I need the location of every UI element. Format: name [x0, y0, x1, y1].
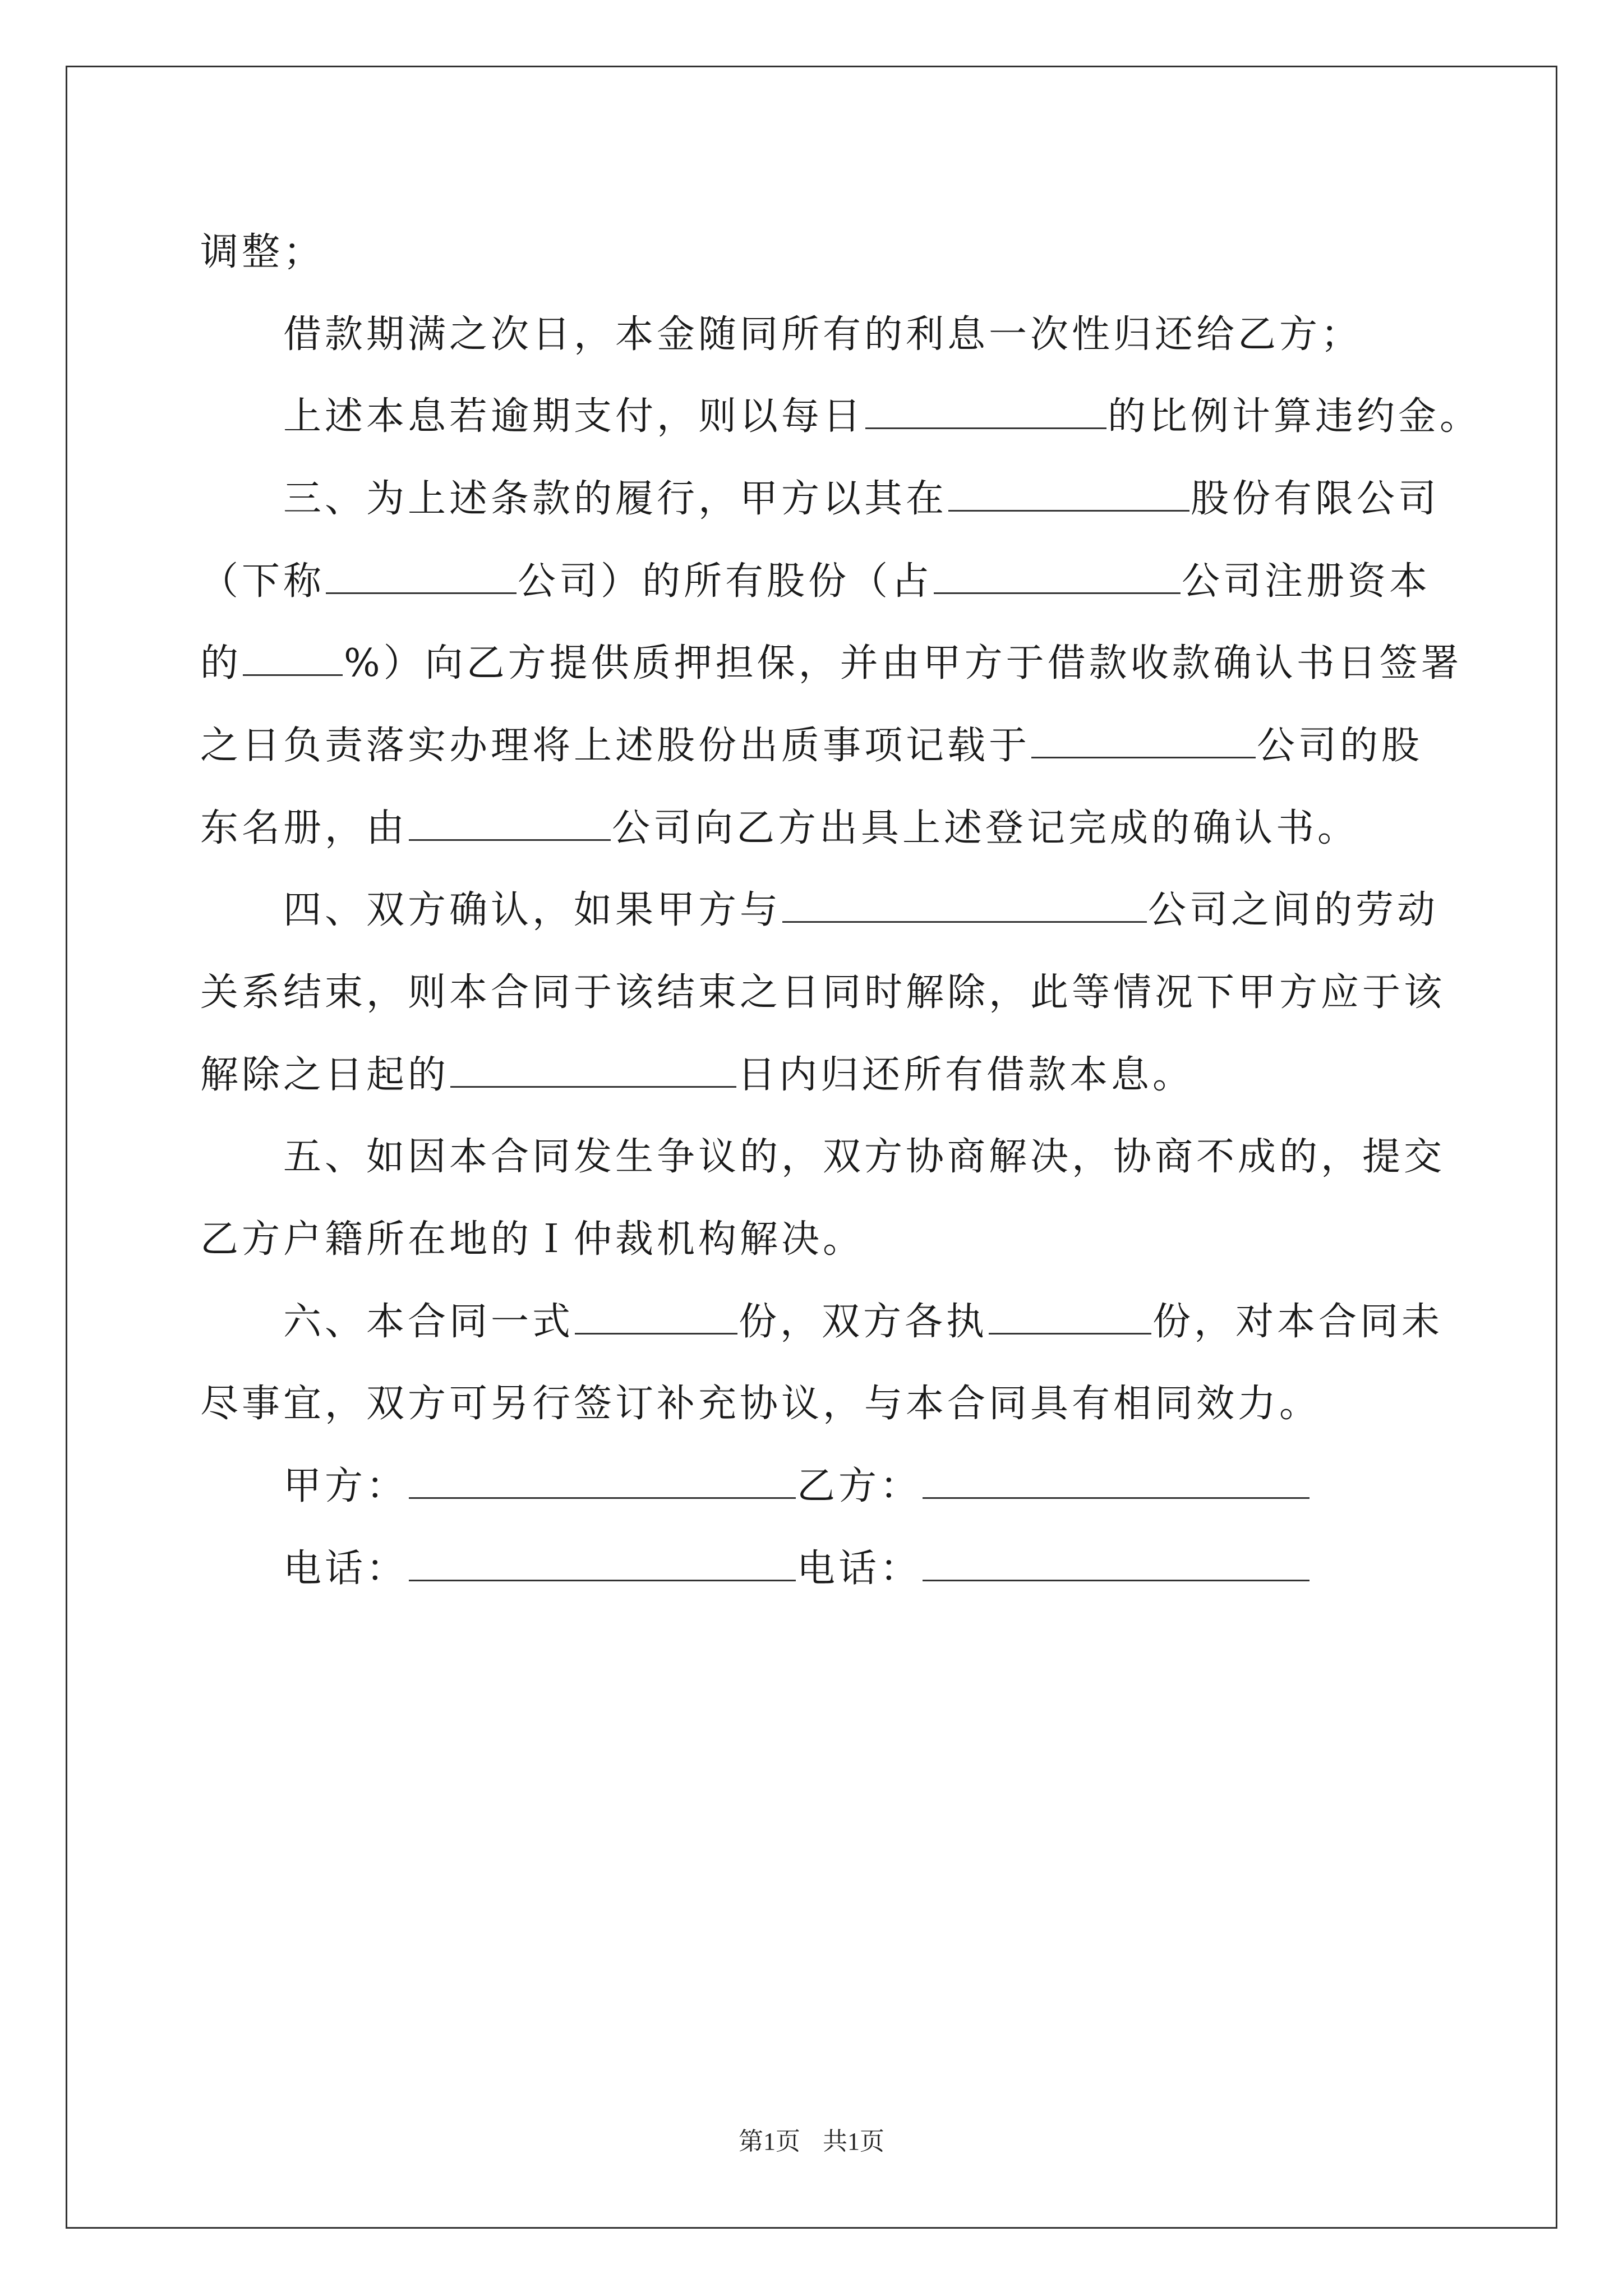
text-line: 六、本合同一式 份，双方各执 份，对本合同未 [283, 1300, 1444, 1344]
text-line: 东名册，由 公司向乙方出具上述登记完成的确认书。 [200, 806, 1359, 850]
fill-blank[interactable] [409, 806, 611, 841]
page-footer [0, 2125, 1623, 2159]
text-line: 的 %）向乙方提供质押担保，并由甲方于借款收款确认书日签署 [200, 641, 1463, 685]
text-line: 乙方户籍所在地的Ｉ仲裁机构解决。 [200, 1217, 865, 1262]
text-line: 上述本息若逾期支付，则以每日 的比例计算违约金。 [283, 394, 1482, 439]
fill-blank[interactable] [948, 476, 1189, 512]
text-line: （下称 公司）的所有股份（占 公司注册资本 [200, 559, 1431, 604]
page-total: 共1页 [823, 2128, 884, 2155]
party-a-phone-field[interactable] [409, 1546, 796, 1581]
signature-phone-line: 电话： 电话： [0, 1544, 1623, 1594]
fill-blank[interactable] [1031, 723, 1256, 758]
text-line: 关系结束，则本合同于该结束之日同时解除，此等情况下甲方应于该 [200, 970, 1446, 1015]
text-line: 调整； [200, 230, 325, 274]
fill-blank[interactable] [326, 559, 517, 594]
text-line: 三、为上述条款的履行，甲方以其在 股份有限公司 [283, 477, 1440, 521]
text-line: 尽事宜，双方可另行签订补充协议，与本合同具有相同效力。 [200, 1382, 1321, 1426]
signature-party-line: 甲方： 乙方： [0, 1461, 1623, 1512]
fill-blank[interactable] [934, 559, 1181, 594]
fill-blank[interactable] [865, 394, 1106, 429]
page-number: 第1页 [739, 2128, 800, 2155]
text-line: 解除之日起的 日内归还所有借款本息。 [200, 1053, 1195, 1097]
text-line: 借款期满之次日，本金随同所有的利息一次性归还给乙方； [283, 312, 1363, 357]
text-line: 四、双方确认，如果甲方与 公司之间的劳动 [283, 888, 1439, 932]
party-a-name-field[interactable] [409, 1464, 796, 1499]
fill-blank[interactable] [575, 1299, 737, 1335]
fill-blank[interactable] [989, 1299, 1151, 1335]
fill-blank[interactable] [450, 1052, 736, 1088]
text-line: 之日负责落实办理将上述股份出质事项记载于 公司的股 [200, 724, 1423, 768]
party-b-phone-field[interactable] [923, 1546, 1310, 1581]
party-b-name-field[interactable] [923, 1464, 1310, 1499]
text-line: 五、如因本合同发生争议的，双方协商解决，协商不成的，提交 [283, 1135, 1446, 1179]
fill-blank[interactable] [782, 887, 1147, 923]
fill-blank[interactable] [243, 641, 343, 676]
